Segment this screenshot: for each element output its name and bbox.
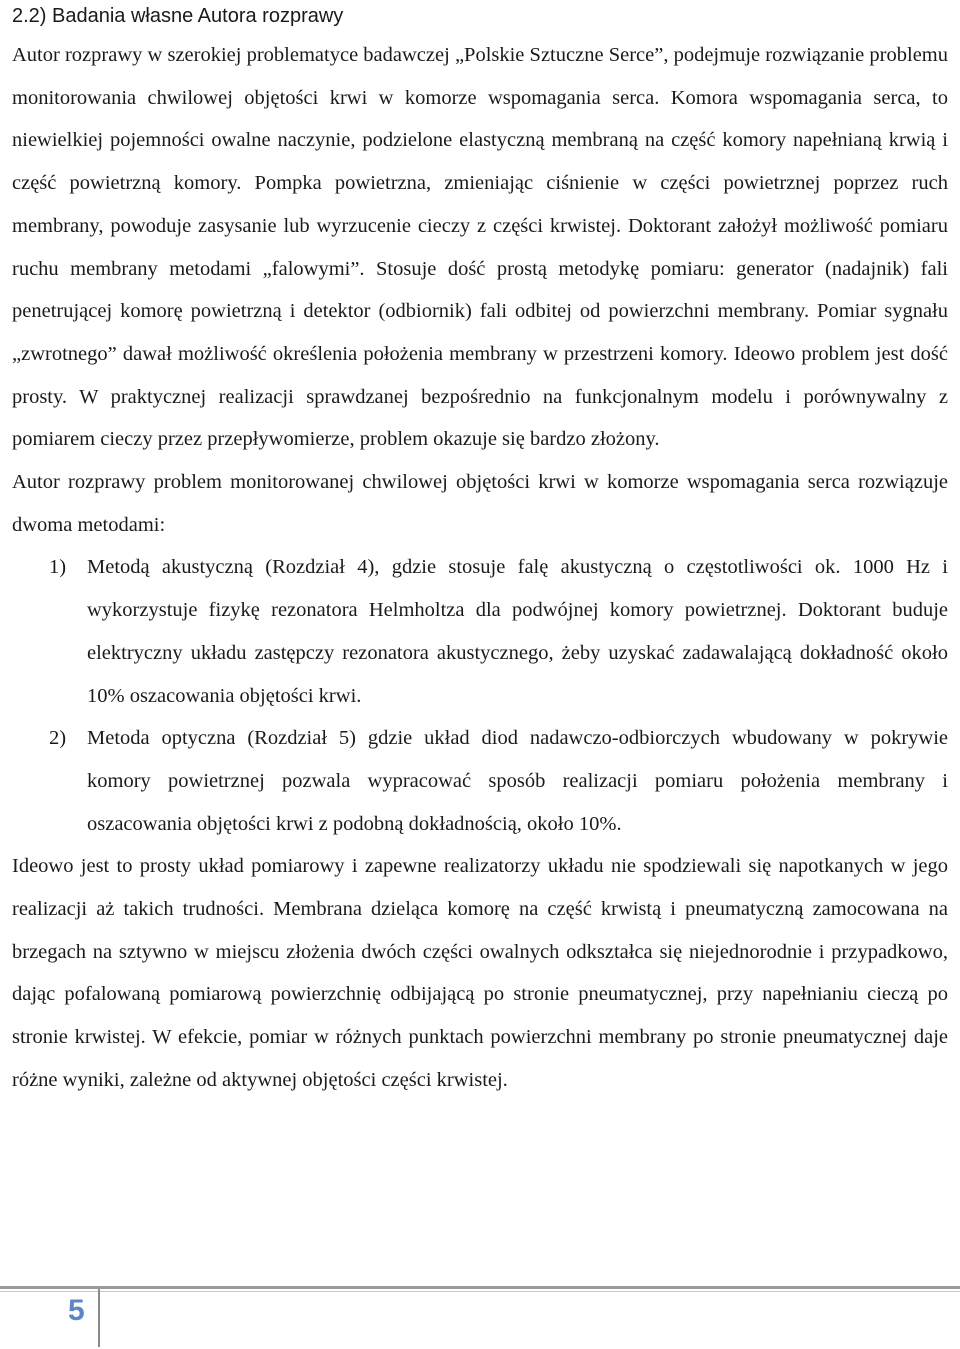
- footer-rule-thin: [0, 1291, 960, 1292]
- list-item: [12, 717, 948, 845]
- footer-divider: [98, 1289, 100, 1347]
- list-item-number: 2): [49, 727, 67, 750]
- list-item-text: Metodą akustyczną (Rozdział 4), gdzie stosuje falę akustyczną o częstotliwości ok. 1000 Hz i wykorzystuje fizykę rezonatora Helmholtza dla podwójnej komory powietrznej. Doktorant buduje elektryczny układu zastępczy rezonatora akustycznego, żeby uzyskać zadawalającą dokładność około 10% oszacowania objętości krwi.: [87, 556, 948, 707]
- list-item-text: Metoda optyczna (Rozdział 5) gdzie układ diod nadawczo-odbiorczych wbudowany w pokrywie komory powietrznej pozwala wypracować sposób realizacji pomiaru położenia membrany i oszacowania objętości krwi z podobną dokładnością, około 10%.: [87, 727, 948, 835]
- paragraph-intro: Autor rozprawy w szerokiej problematyce badawczej „Polskie Sztuczne Serce”, podejmuje rozwiązanie problemu monitorowania chwilowej objętości krwi w komorze wspomagania serca. Komora wspomagania serca, to niewielkiej pojemności owalne naczynie, podzielone elastyczną membraną na część komory napełnianą krwią i część powietrzną komory. Pompka powietrzna, zmieniając ciśnienie w części powietrznej poprzez ruch membrany, powoduje zasysanie lub wyrzucenie cieczy z części krwistej. Doktorant założył możliwość pomiaru ruchu membrany metodami „falowymi”. Stosuje dość prostą metodykę pomiaru: generator (nadajnik) fali penetrującej komorę powietrzną i detektor (odbiornik) fali odbitej od powierzchni membrany. Pomiar sygnału „zwrotnego” dawał możliwość określenia położenia membrany w przestrzeni komory. Ideowo problem jest dość prosty. W praktycznej realizacji sprawdzanej bezpośrednio na funkcjonalnym modelu i porównywalny z pomiarem cieczy przez przepływomierze, problem okazuje się bardzo złożony.: [12, 44, 948, 451]
- document-body: [12, 34, 948, 1102]
- methods-list: [12, 546, 948, 845]
- list-item-number: 1): [49, 556, 67, 579]
- paragraph-methods-intro: Autor rozprawy problem monitorowanej chwilowej objętości krwi w komorze wspomagania serca rozwiązuje dwoma metodami:: [12, 471, 948, 536]
- page-number: 5: [68, 1294, 85, 1327]
- footer-rule: [0, 1286, 960, 1289]
- paragraph-conclusion: Ideowo jest to prosty układ pomiarowy i zapewne realizatorzy układu nie spodziewali się napotkanych w jego realizacji aż takich trudności. Membrana dzieląca komorę na część krwistą i pneumatyczną zamocowana na brzegach na sztywno w miejscu złożenia dwóch części owalnych odkształca się niejednorodnie i przypadkowo, dając pofalowaną pomiarową powierzchnię odbijającą po stronie pneumatycznej, przy napełnianiu cieczą po stronie krwistej. W efekcie, pomiar w różnych punktach powierzchni membrany po stronie pneumatycznej daje różne wyniki, zależne od aktywnej objętości części krwistej.: [12, 855, 948, 1091]
- section-heading: 2.2) Badania własne Autora rozprawy: [12, 5, 344, 27]
- list-item: [12, 546, 948, 717]
